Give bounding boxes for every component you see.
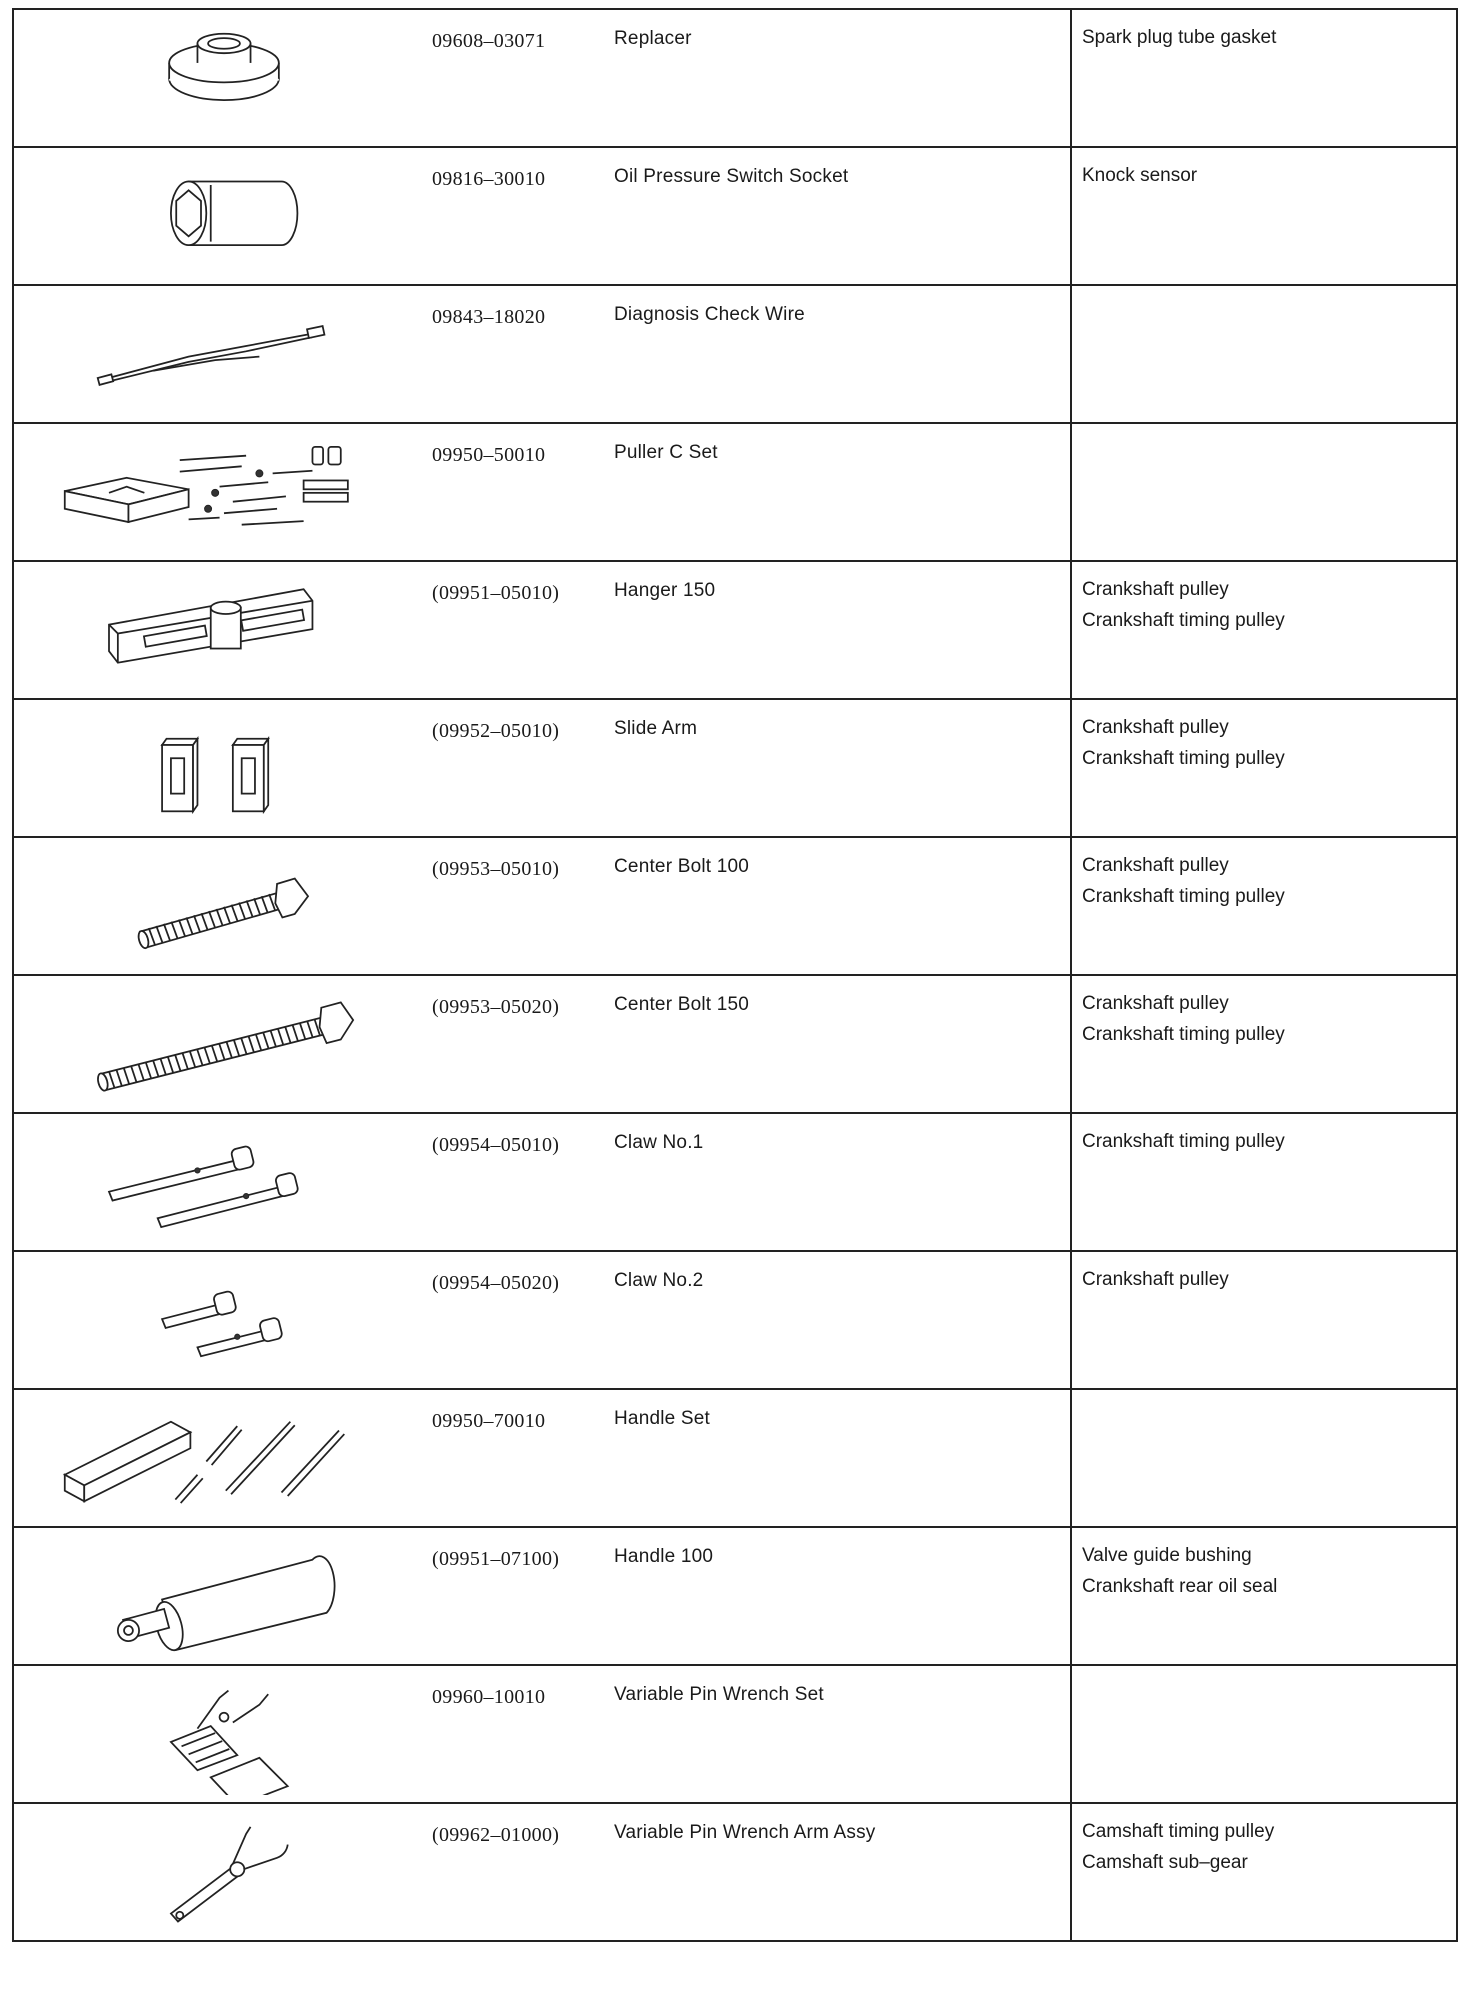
usage-cell bbox=[1071, 699, 1457, 837]
usage-cell bbox=[1071, 1251, 1457, 1389]
part-number: (09954–05020) bbox=[432, 1272, 560, 1294]
usage-cell bbox=[1071, 1527, 1457, 1665]
claw-short-icon bbox=[34, 1266, 414, 1381]
tool-main-cell bbox=[13, 1113, 1071, 1251]
handle-set-icon-drawing bbox=[34, 1404, 414, 1519]
usage-cell bbox=[1071, 975, 1457, 1113]
usage-item: Crankshaft timing pulley bbox=[1082, 1024, 1285, 1045]
check-wire-icon-drawing bbox=[34, 300, 414, 415]
center-bolt-long-icon-drawing bbox=[34, 990, 414, 1105]
usage-cell bbox=[1071, 285, 1457, 423]
part-number: (09954–05010) bbox=[432, 1134, 560, 1156]
tool-name: Handle 100 bbox=[614, 1546, 714, 1567]
claw-short-icon-drawing bbox=[34, 1266, 414, 1381]
slide-arm-icon-drawing bbox=[34, 714, 414, 829]
handle-icon bbox=[34, 1542, 414, 1657]
tool-name: Variable Pin Wrench Set bbox=[614, 1684, 824, 1705]
center-bolt-short-icon-drawing bbox=[34, 852, 414, 967]
pin-wrench-set-icon-drawing bbox=[34, 1680, 414, 1795]
part-number: 09608–03071 bbox=[432, 30, 546, 52]
tool-name: Oil Pressure Switch Socket bbox=[614, 166, 849, 187]
puller-set-icon bbox=[34, 438, 414, 553]
center-bolt-long-icon bbox=[34, 990, 414, 1105]
usage-item: Crankshaft pulley bbox=[1082, 855, 1229, 876]
usage-item: Crankshaft timing pulley bbox=[1082, 1131, 1285, 1152]
part-number: (09951–05010) bbox=[432, 582, 560, 604]
usage-cell bbox=[1071, 1113, 1457, 1251]
tool-main-cell bbox=[13, 561, 1071, 699]
check-wire-icon bbox=[34, 300, 414, 415]
tool-name: Claw No.2 bbox=[614, 1270, 704, 1291]
tool-row-7 bbox=[13, 837, 1457, 975]
pin-wrench-arm-icon-drawing bbox=[34, 1818, 414, 1933]
tool-main-cell bbox=[13, 1803, 1071, 1941]
tool-main-cell bbox=[13, 285, 1071, 423]
tool-main-cell bbox=[13, 975, 1071, 1113]
replacer-icon-drawing bbox=[34, 24, 414, 139]
usage-item: Crankshaft timing pulley bbox=[1082, 748, 1285, 769]
tool-row-4 bbox=[13, 423, 1457, 561]
socket-icon-drawing bbox=[34, 162, 414, 277]
tool-name: Slide Arm bbox=[614, 718, 698, 739]
hanger-icon-drawing bbox=[34, 576, 414, 691]
tool-row-3 bbox=[13, 285, 1457, 423]
tool-main-cell bbox=[13, 1665, 1071, 1803]
usage-cell bbox=[1071, 561, 1457, 699]
tool-name: Replacer bbox=[614, 28, 692, 49]
handle-icon-drawing bbox=[34, 1542, 414, 1657]
usage-item: Crankshaft timing pulley bbox=[1082, 610, 1285, 631]
tool-row-13 bbox=[13, 1665, 1457, 1803]
tool-row-9 bbox=[13, 1113, 1457, 1251]
tool-row-14 bbox=[13, 1803, 1457, 1941]
tool-main-cell bbox=[13, 699, 1071, 837]
usage-cell bbox=[1071, 837, 1457, 975]
tool-row-2 bbox=[13, 147, 1457, 285]
tool-row-10 bbox=[13, 1251, 1457, 1389]
tool-name: Handle Set bbox=[614, 1408, 711, 1429]
usage-cell bbox=[1071, 423, 1457, 561]
socket-icon bbox=[34, 162, 414, 277]
tool-main-cell bbox=[13, 147, 1071, 285]
usage-cell bbox=[1071, 1665, 1457, 1803]
part-number: (09953–05010) bbox=[432, 858, 560, 880]
pin-wrench-arm-icon bbox=[34, 1818, 414, 1933]
usage-cell bbox=[1071, 1389, 1457, 1527]
pin-wrench-set-icon bbox=[34, 1680, 414, 1795]
usage-item: Knock sensor bbox=[1082, 165, 1198, 186]
hanger-icon bbox=[34, 576, 414, 691]
tool-name: Center Bolt 100 bbox=[614, 856, 750, 877]
usage-item: Valve guide bushing bbox=[1082, 1545, 1252, 1566]
part-number: (09962–01000) bbox=[432, 1824, 560, 1846]
handle-set-icon bbox=[34, 1404, 414, 1519]
part-number: 09816–30010 bbox=[432, 168, 546, 190]
usage-cell bbox=[1071, 9, 1457, 147]
usage-item: Camshaft timing pulley bbox=[1082, 1821, 1275, 1842]
tool-main-cell bbox=[13, 1251, 1071, 1389]
tool-name: Variable Pin Wrench Arm Assy bbox=[614, 1822, 876, 1843]
usage-item: Camshaft sub–gear bbox=[1082, 1852, 1248, 1873]
tool-name: Center Bolt 150 bbox=[614, 994, 750, 1015]
part-number: 09950–70010 bbox=[432, 1410, 546, 1432]
tool-main-cell bbox=[13, 1389, 1071, 1527]
usage-item: Crankshaft pulley bbox=[1082, 717, 1229, 738]
tool-row-1 bbox=[13, 9, 1457, 147]
usage-cell bbox=[1071, 147, 1457, 285]
usage-item: Crankshaft pulley bbox=[1082, 1269, 1229, 1290]
tool-main-cell bbox=[13, 1527, 1071, 1665]
slide-arm-icon bbox=[34, 714, 414, 829]
usage-item: Crankshaft timing pulley bbox=[1082, 886, 1285, 907]
tool-name: Puller C Set bbox=[614, 442, 718, 463]
part-number: (09951–07100) bbox=[432, 1548, 560, 1570]
tool-row-11 bbox=[13, 1389, 1457, 1527]
usage-item: Crankshaft pulley bbox=[1082, 993, 1229, 1014]
claw-long-icon-drawing bbox=[34, 1128, 414, 1243]
puller-set-icon-drawing bbox=[34, 438, 414, 553]
center-bolt-short-icon bbox=[34, 852, 414, 967]
usage-item: Spark plug tube gasket bbox=[1082, 27, 1277, 48]
tool-name: Diagnosis Check Wire bbox=[614, 304, 805, 325]
special-service-tools-table bbox=[12, 8, 1458, 1942]
tool-row-12 bbox=[13, 1527, 1457, 1665]
part-number: 09843–18020 bbox=[432, 306, 546, 328]
usage-item: Crankshaft pulley bbox=[1082, 579, 1229, 600]
usage-cell bbox=[1071, 1803, 1457, 1941]
tool-main-cell bbox=[13, 837, 1071, 975]
part-number: 09950–50010 bbox=[432, 444, 546, 466]
tool-row-8 bbox=[13, 975, 1457, 1113]
part-number: (09952–05010) bbox=[432, 720, 560, 742]
tool-name: Hanger 150 bbox=[614, 580, 716, 601]
claw-long-icon bbox=[34, 1128, 414, 1243]
tool-row-6 bbox=[13, 699, 1457, 837]
replacer-icon bbox=[34, 24, 414, 139]
part-number: 09960–10010 bbox=[432, 1686, 546, 1708]
tool-name: Claw No.1 bbox=[614, 1132, 704, 1153]
tool-row-5 bbox=[13, 561, 1457, 699]
part-number: (09953–05020) bbox=[432, 996, 560, 1018]
usage-item: Crankshaft rear oil seal bbox=[1082, 1576, 1278, 1597]
tool-main-cell bbox=[13, 423, 1071, 561]
tool-main-cell bbox=[13, 9, 1071, 147]
